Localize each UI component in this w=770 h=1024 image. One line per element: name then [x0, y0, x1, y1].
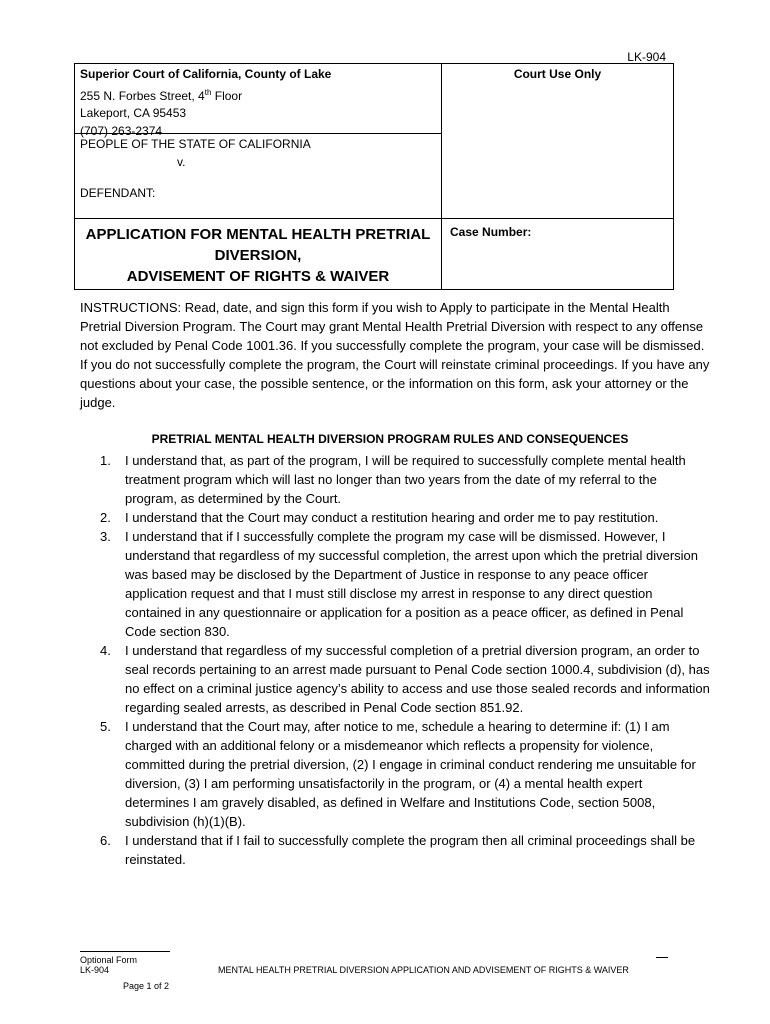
court-use-label: Court Use Only: [513, 67, 602, 81]
rule-item-2: [80, 508, 710, 527]
caption-table: [74, 63, 674, 290]
court-address-line1: 255 N. Forbes Street, 4th Floor: [80, 87, 243, 103]
rule-item-4: [80, 641, 710, 717]
rule-item-1: [80, 451, 710, 508]
rules-heading: PRETRIAL MENTAL HEALTH DIVERSION PROGRAM RULES AND CONSEQUENCES: [151, 432, 629, 446]
rule-text: I understand that regardless of my successful completion of a pretrial diversion program, an order to seal records pertaining to an arrest made pursuant to Penal Code section 1000.4, subdivision (d), has no effect on a criminal justice agency’s ability to access and use those sealed records and information regarding sealed arrests, as described in Penal Code section 851.92.: [125, 643, 710, 715]
footer: [80, 955, 680, 991]
plaintiff-name: PEOPLE OF THE STATE OF CALIFORNIA: [80, 137, 311, 151]
rule-number: 5.: [100, 719, 111, 734]
footer-page-number: Page 1 of 2: [123, 981, 170, 991]
rule-number: 2.: [100, 510, 111, 525]
case-number-box: [441, 218, 674, 290]
versus-label: v.: [177, 154, 186, 169]
court-phone: (707) 263-2374: [80, 123, 163, 138]
footer-divider: [80, 951, 170, 952]
rule-item-3: [80, 527, 710, 641]
footer-optional-label: Optional Form: [80, 955, 138, 965]
case-number-label: Case Number:: [450, 225, 532, 239]
rule-text: I understand that if I fail to successfully complete the program then all criminal proceedings shall be reinstated.: [125, 833, 696, 867]
rule-number: 3.: [100, 529, 111, 544]
rule-item-5: [80, 717, 710, 831]
rule-number: 4.: [100, 643, 111, 658]
rule-number: 1.: [100, 453, 111, 468]
rule-number: 6.: [100, 833, 111, 848]
form-title-line3: ADVISEMENT OF RIGHTS & WAIVER: [126, 268, 390, 285]
form-code: LK-904: [627, 50, 666, 64]
court-info-box: [74, 63, 442, 138]
rules-list: [80, 451, 710, 869]
form-title-line1: APPLICATION FOR MENTAL HEALTH PRETRIAL: [85, 226, 431, 243]
defendant-label: DEFENDANT:: [80, 186, 156, 200]
instructions-paragraph: INSTRUCTIONS: Read, date, and sign this form if you wish to Apply to participate in the Mental Health Pretrial Diversion Program. The Court may grant Mental Health Pretrial Diversion with respect to any offense not excluded by Penal Code 1001.36. If you successfully complete the program, your case will be dismissed. If you do not successfully complete the program, the Court will reinstate criminal proceedings. If you have any questions about your case, the possible sentence, or the information on this form, ask your attorney or the judge.: [80, 300, 710, 410]
court-name: Superior Court of California, County of Lake: [80, 67, 332, 81]
parties-box: [74, 133, 442, 219]
court-address-line2: Lakeport, CA 95453: [80, 106, 187, 120]
rule-item-6: [80, 831, 710, 869]
footer-form-code: LK-904: [80, 965, 110, 975]
title-box: [74, 218, 442, 290]
rule-text: I understand that, as part of the program, I will be required to successfully complete mental health treatment program which will last no longer than two years from the date of my referral to the program, as determined by the Court.: [125, 453, 686, 506]
court-use-box: [441, 63, 674, 219]
rule-text: I understand that the Court may, after notice to me, schedule a hearing to determine if: (1) I am charged with an additional felony or a misdemeanor which reflects a propensity for violence, committed during the pretrial diversion, (2) I engage in criminal conduct rendering me unsuitable for diversion, (3) I am performing unsatisfactorily in the program, or (4) a mental health expert determines I am gravely disabled, as defined in Welfare and Institutions Code, section 5008, subdivision (h)(1)(B).: [125, 719, 696, 829]
form-title-line2: DIVERSION,: [214, 247, 302, 264]
rule-text: I understand that if I successfully complete the program my case will be dismissed. However, I understand that regardless of my successful completion, the arrest upon which the pretrial diversion was based may be disclosed by the Department of Justice in response to any peace officer application request and that I must still disclose my arrest in response to any direct question contained in any questionnaire or application for a position as a peace officer, as defined in Penal Code section 830.: [125, 529, 699, 639]
rule-text: I understand that the Court may conduct a restitution hearing and order me to pay restitution.: [125, 510, 659, 525]
footer-form-title: MENTAL HEALTH PRETRIAL DIVERSION APPLICATION AND ADVISEMENT OF RIGHTS & WAIVER: [218, 965, 629, 975]
